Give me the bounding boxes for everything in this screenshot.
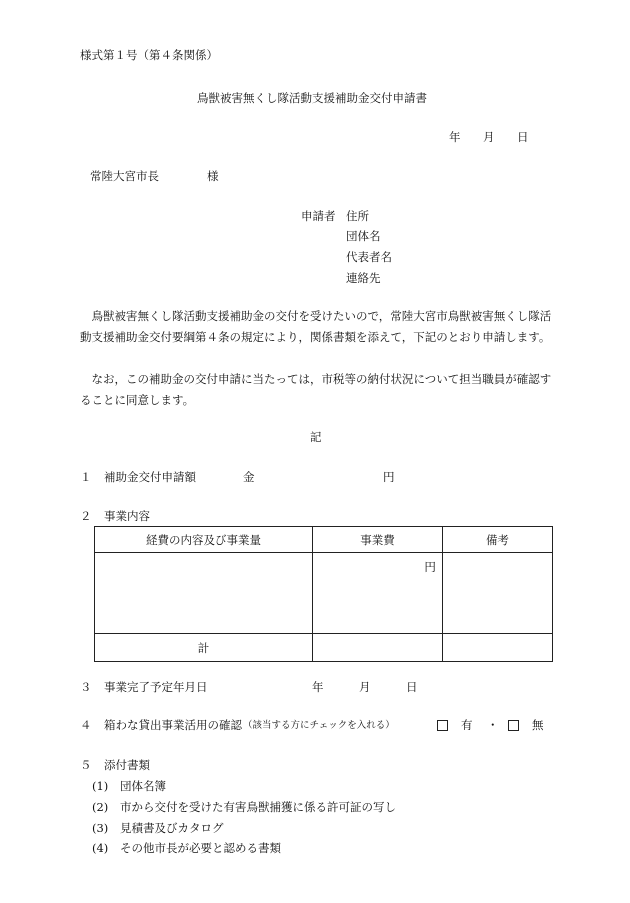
item4-checkbox-no[interactable]	[508, 720, 519, 731]
expense-total-cost-cell[interactable]	[313, 634, 443, 662]
item4-note: （該当する方にチェックを入れる）	[243, 720, 395, 731]
applicant-field-contact: 連絡先	[346, 271, 381, 285]
item4-separator: ・	[487, 718, 499, 732]
item3-number: ３	[80, 680, 92, 694]
attachment-4-number: (4)	[92, 841, 109, 855]
item4-option-yes: 有	[461, 718, 473, 732]
applicant-field-representative: 代表者名	[346, 250, 392, 264]
expense-header-remarks: 備考	[442, 527, 552, 553]
date-day-label: 日	[517, 130, 529, 144]
item1-unit: 円	[383, 470, 395, 484]
form-title: 鳥獣被害無くし隊活動支援補助金交付申請書	[197, 91, 427, 105]
body-paragraph-2: なお，この補助金の交付申請に当たっては，市税等の納付状況について担当職員が確認することに同意します。	[80, 372, 552, 407]
expense-remarks-cell[interactable]	[442, 553, 552, 634]
attachment-2-number: (2)	[92, 800, 109, 814]
expense-table	[94, 526, 553, 662]
attachment-2-text: 市から交付を受けた有害鳥獣捕獲に係る許可証の写し	[120, 800, 396, 814]
item2-number: ２	[80, 509, 92, 523]
item5-number: ５	[80, 758, 92, 772]
ki-heading: 記	[310, 430, 322, 444]
item4-number: ４	[80, 718, 92, 732]
form-number: 様式第１号（第４条関係）	[80, 48, 218, 62]
item3-day: 日	[406, 680, 418, 694]
item3-year: 年	[312, 680, 324, 694]
addressee-honorific: 様	[207, 169, 219, 183]
expense-cost-cell[interactable]	[313, 553, 443, 634]
attachment-4-text: その他市長が必要と認める書類	[120, 841, 281, 855]
attachment-1-text: 団体名簿	[120, 779, 166, 793]
item4-checkbox-yes[interactable]	[437, 720, 448, 731]
item1-prefix: 金	[243, 470, 255, 484]
applicant-field-address: 住所	[346, 209, 369, 223]
addressee-name: 常陸大宮市長	[90, 169, 159, 183]
date-year-label: 年	[449, 130, 461, 144]
item5-label: 添付書類	[104, 758, 150, 772]
expense-header-content: 経費の内容及び事業量	[95, 527, 313, 553]
item1-number: １	[80, 470, 92, 484]
item3-month: 月	[359, 680, 371, 694]
attachment-3-text: 見積書及びカタログ	[120, 821, 224, 835]
expense-table-header-row	[95, 527, 553, 553]
expense-cost-yen-unit: 円	[424, 560, 436, 574]
item4-option-no: 無	[532, 718, 544, 732]
expense-content-cell[interactable]	[95, 553, 313, 634]
item1-label: 補助金交付申請額	[104, 470, 196, 484]
body-paragraph-1: 鳥獣被害無くし隊活動支援補助金の交付を受けたいので，常陸大宮市鳥獣被害無くし隊活動支援補助金交付要綱第４条の規定により，関係書類を添えて，下記のとおり申請します。	[80, 309, 552, 344]
date-month-label: 月	[483, 130, 495, 144]
item2-label: 事業内容	[104, 509, 150, 523]
applicant-label: 申請者	[301, 209, 336, 223]
item3-label: 事業完了予定年月日	[104, 680, 208, 694]
expense-header-cost: 事業費	[313, 527, 443, 553]
expense-total-label: 計	[95, 634, 313, 662]
applicant-field-group-name: 団体名	[346, 229, 381, 243]
expense-table-body-row	[95, 553, 553, 634]
expense-table-total-row	[95, 634, 553, 662]
expense-total-remarks-cell[interactable]	[442, 634, 552, 662]
attachment-3-number: (3)	[92, 821, 109, 835]
attachment-1-number: (1)	[92, 779, 109, 793]
item4-label: 箱わな貸出事業活用の確認	[104, 718, 242, 732]
